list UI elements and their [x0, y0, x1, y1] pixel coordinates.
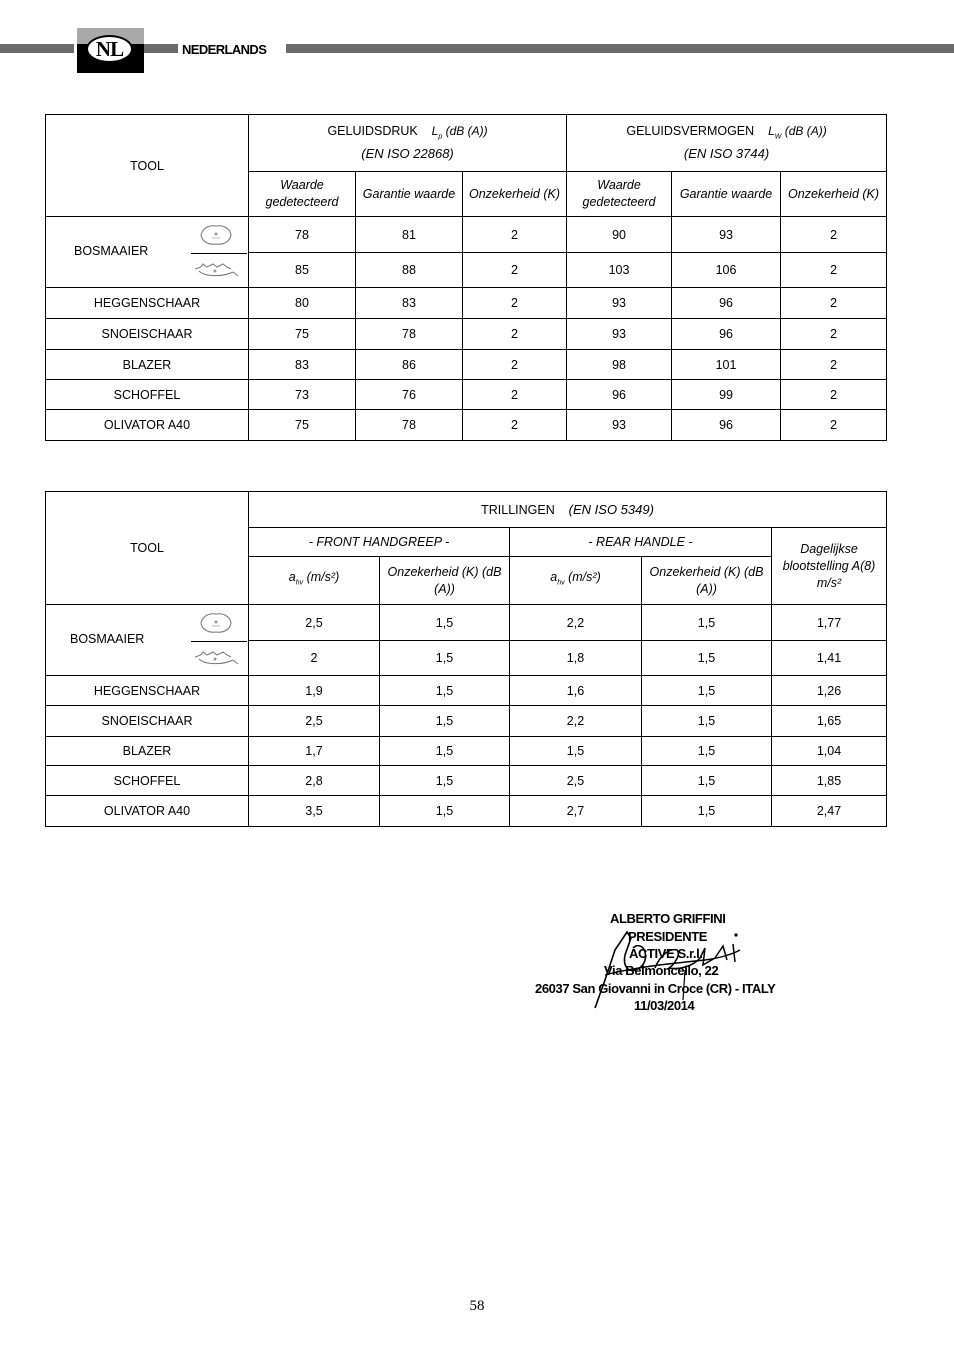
tool-name: SCHOFFEL [46, 380, 249, 410]
uncertainty-rear-header: Onzekerheid (K) (dB (A)) [642, 557, 772, 605]
table-row [46, 288, 887, 319]
table-row [46, 380, 887, 410]
signatory-role: PRESIDENTE [628, 929, 708, 944]
noise-cell: 80 [249, 288, 356, 319]
tool-name: BOSMAAIER [74, 244, 149, 258]
table-row [46, 350, 887, 380]
vibration-cell: 1,65 [772, 706, 887, 737]
noise-cell: 86 [356, 350, 463, 380]
rear-handle-header: - REAR HANDLE - [510, 528, 772, 557]
noise-cell: 83 [249, 350, 356, 380]
tool-name: SCHOFFEL [46, 766, 249, 796]
tool-name: BLAZER [46, 350, 249, 380]
noise-cell: 78 [356, 410, 463, 441]
vibration-cell: 2,5 [249, 706, 380, 737]
noise-col-header: Waarde gedetecteerd [567, 172, 672, 217]
noise-cell: 2 [463, 410, 567, 441]
vibration-title-cell [249, 492, 887, 528]
noise-cell: 96 [567, 380, 672, 410]
vibration-cell: 1,5 [380, 676, 510, 706]
noise-tool-header: TOOL [46, 115, 249, 217]
vibration-tool-header: TOOL [46, 492, 249, 605]
noise-cell: 81 [356, 217, 463, 253]
table-row [46, 737, 887, 766]
vibration-cell: 1,8 [510, 641, 642, 676]
tool-name: BOSMAAIER [70, 632, 145, 646]
brush-blade-icon [193, 259, 239, 281]
noise-cell: 2 [463, 253, 567, 288]
grass-head-icon [198, 611, 234, 635]
table-row [46, 410, 887, 441]
power-standard: (EN ISO 3744) [683, 146, 770, 162]
vibration-cell: 1,5 [642, 796, 772, 827]
vibration-table [45, 491, 887, 827]
noise-cell: 76 [356, 380, 463, 410]
tool-name: OLIVATOR A40 [46, 410, 249, 441]
table-row [46, 319, 887, 350]
noise-cell: 2 [463, 217, 567, 253]
noise-cell: 2 [781, 319, 887, 350]
noise-cell: 93 [672, 217, 781, 253]
page-number: 58 [469, 1298, 485, 1314]
noise-cell: 98 [567, 350, 672, 380]
vibration-cell: 2,47 [772, 796, 887, 827]
noise-cell: 83 [356, 288, 463, 319]
noise-cell: 2 [781, 410, 887, 441]
power-title: GELUIDSVERMOGEN [626, 123, 755, 138]
noise-table [45, 114, 887, 441]
vibration-cell: 1,41 [772, 641, 887, 676]
noise-cell: 101 [672, 350, 781, 380]
noise-col-header: Garantie waarde [672, 172, 781, 217]
noise-cell: 2 [781, 217, 887, 253]
vibration-cell: 1,85 [772, 766, 887, 796]
vibration-cell: 2,2 [510, 605, 642, 641]
vibration-cell: 1,7 [249, 737, 380, 766]
language-label: NEDERLANDS [182, 42, 267, 57]
noise-cell: 2 [463, 350, 567, 380]
pressure-title: GELUIDSDRUK [327, 123, 418, 138]
bosmaaier-cell [46, 605, 249, 676]
language-badge-label: NL [86, 35, 133, 63]
noise-cell: 96 [672, 410, 781, 441]
noise-cell: 2 [781, 288, 887, 319]
vibration-cell: 2,5 [510, 766, 642, 796]
vibration-cell: 1,5 [380, 641, 510, 676]
vibration-cell: 1,5 [642, 641, 772, 676]
uncertainty-front-header: Onzekerheid (K) (dB (A)) [380, 557, 510, 605]
noise-col-header: Onzekerheid (K) [463, 172, 567, 217]
noise-cell: 103 [567, 253, 672, 288]
tool-name: SNOEISCHAAR [46, 319, 249, 350]
noise-cell: 106 [672, 253, 781, 288]
noise-cell: 75 [249, 410, 356, 441]
vibration-standard: (EN ISO 5349) [568, 501, 654, 517]
vibration-cell: 2,7 [510, 796, 642, 827]
vibration-cell: 1,5 [380, 766, 510, 796]
vibration-cell: 1,5 [642, 676, 772, 706]
ahv-rear-header: $a_{hv}$ (m/s²) [510, 557, 642, 605]
noise-cell: 85 [249, 253, 356, 288]
noise-col-header: Garantie waarde [356, 172, 463, 217]
noise-cell: 96 [672, 319, 781, 350]
vibration-cell: 2,8 [249, 766, 380, 796]
vibration-cell: 1,77 [772, 605, 887, 641]
noise-col-header: Waarde gedetecteerd [249, 172, 356, 217]
noise-cell: 73 [249, 380, 356, 410]
noise-cell: 78 [249, 217, 356, 253]
company-city: 26037 San Giovanni in Croce (CR) - ITALY [535, 981, 776, 996]
vibration-cell: 2 [249, 641, 380, 676]
vibration-title: TRILLINGEN [481, 502, 555, 517]
noise-col-header: Onzekerheid (K) [781, 172, 887, 217]
noise-cell: 88 [356, 253, 463, 288]
pressure-standard: (EN ISO 22868) [361, 146, 454, 162]
daily-exposure-header: Dagelijkse blootstelling A(8) m/s² [772, 528, 887, 605]
noise-cell: 99 [672, 380, 781, 410]
vibration-cell: 2,5 [249, 605, 380, 641]
noise-cell: 78 [356, 319, 463, 350]
power-symbol: $L_W$ (dB (A)) [768, 123, 827, 141]
noise-cell: 2 [781, 253, 887, 288]
language-badge [77, 28, 144, 73]
noise-cell: 2 [463, 380, 567, 410]
ahv-front-header: $a_{hv}$ (m/s²) [249, 557, 380, 605]
grass-head-icon [198, 223, 234, 247]
noise-cell: 2 [781, 350, 887, 380]
noise-cell: 75 [249, 319, 356, 350]
tool-name: HEGGENSCHAAR [46, 288, 249, 319]
noise-cell: 2 [781, 380, 887, 410]
pressure-symbol: $L_p$ (dB (A)) [431, 123, 488, 141]
vibration-cell: 1,04 [772, 737, 887, 766]
vibration-cell: 1,5 [642, 766, 772, 796]
tool-name: BLAZER [46, 737, 249, 766]
table-row [46, 766, 887, 796]
vibration-cell: 2,2 [510, 706, 642, 737]
noise-cell: 2 [463, 288, 567, 319]
noise-cell: 2 [463, 319, 567, 350]
front-handle-header: - FRONT HANDGREEP - [249, 528, 510, 557]
vibration-cell: 1,5 [380, 796, 510, 827]
noise-group-pressure [249, 115, 567, 172]
tool-name: SNOEISCHAAR [46, 706, 249, 737]
noise-cell: 93 [567, 319, 672, 350]
company-street: Via Belmoncello, 22 [604, 963, 719, 978]
noise-cell: 93 [567, 288, 672, 319]
bosmaaier-cell [46, 217, 249, 288]
table-row [46, 706, 887, 737]
vibration-cell: 1,5 [642, 706, 772, 737]
noise-cell: 93 [567, 410, 672, 441]
vibration-cell: 1,5 [380, 737, 510, 766]
tool-name: HEGGENSCHAAR [46, 676, 249, 706]
vibration-cell: 1,26 [772, 676, 887, 706]
company-name: ACTIVE S.r.l. [629, 946, 703, 961]
tool-name: OLIVATOR A40 [46, 796, 249, 827]
vibration-cell: 1,6 [510, 676, 642, 706]
noise-group-power [567, 115, 887, 172]
vibration-cell: 1,9 [249, 676, 380, 706]
header-bar-mid [144, 44, 178, 53]
table-row [46, 676, 887, 706]
header-bar-left [0, 44, 74, 53]
vibration-cell: 1,5 [642, 737, 772, 766]
vibration-cell: 1,5 [380, 706, 510, 737]
signatory-name: ALBERTO GRIFFINI [610, 911, 726, 926]
vibration-cell: 1,5 [380, 605, 510, 641]
vibration-cell: 3,5 [249, 796, 380, 827]
table-row [46, 796, 887, 827]
vibration-cell: 1,5 [642, 605, 772, 641]
vibration-cell: 1,5 [510, 737, 642, 766]
noise-cell: 96 [672, 288, 781, 319]
header-bar-right [286, 44, 954, 53]
signature-date: 11/03/2014 [634, 998, 695, 1013]
brush-blade-icon [193, 647, 239, 669]
noise-cell: 90 [567, 217, 672, 253]
